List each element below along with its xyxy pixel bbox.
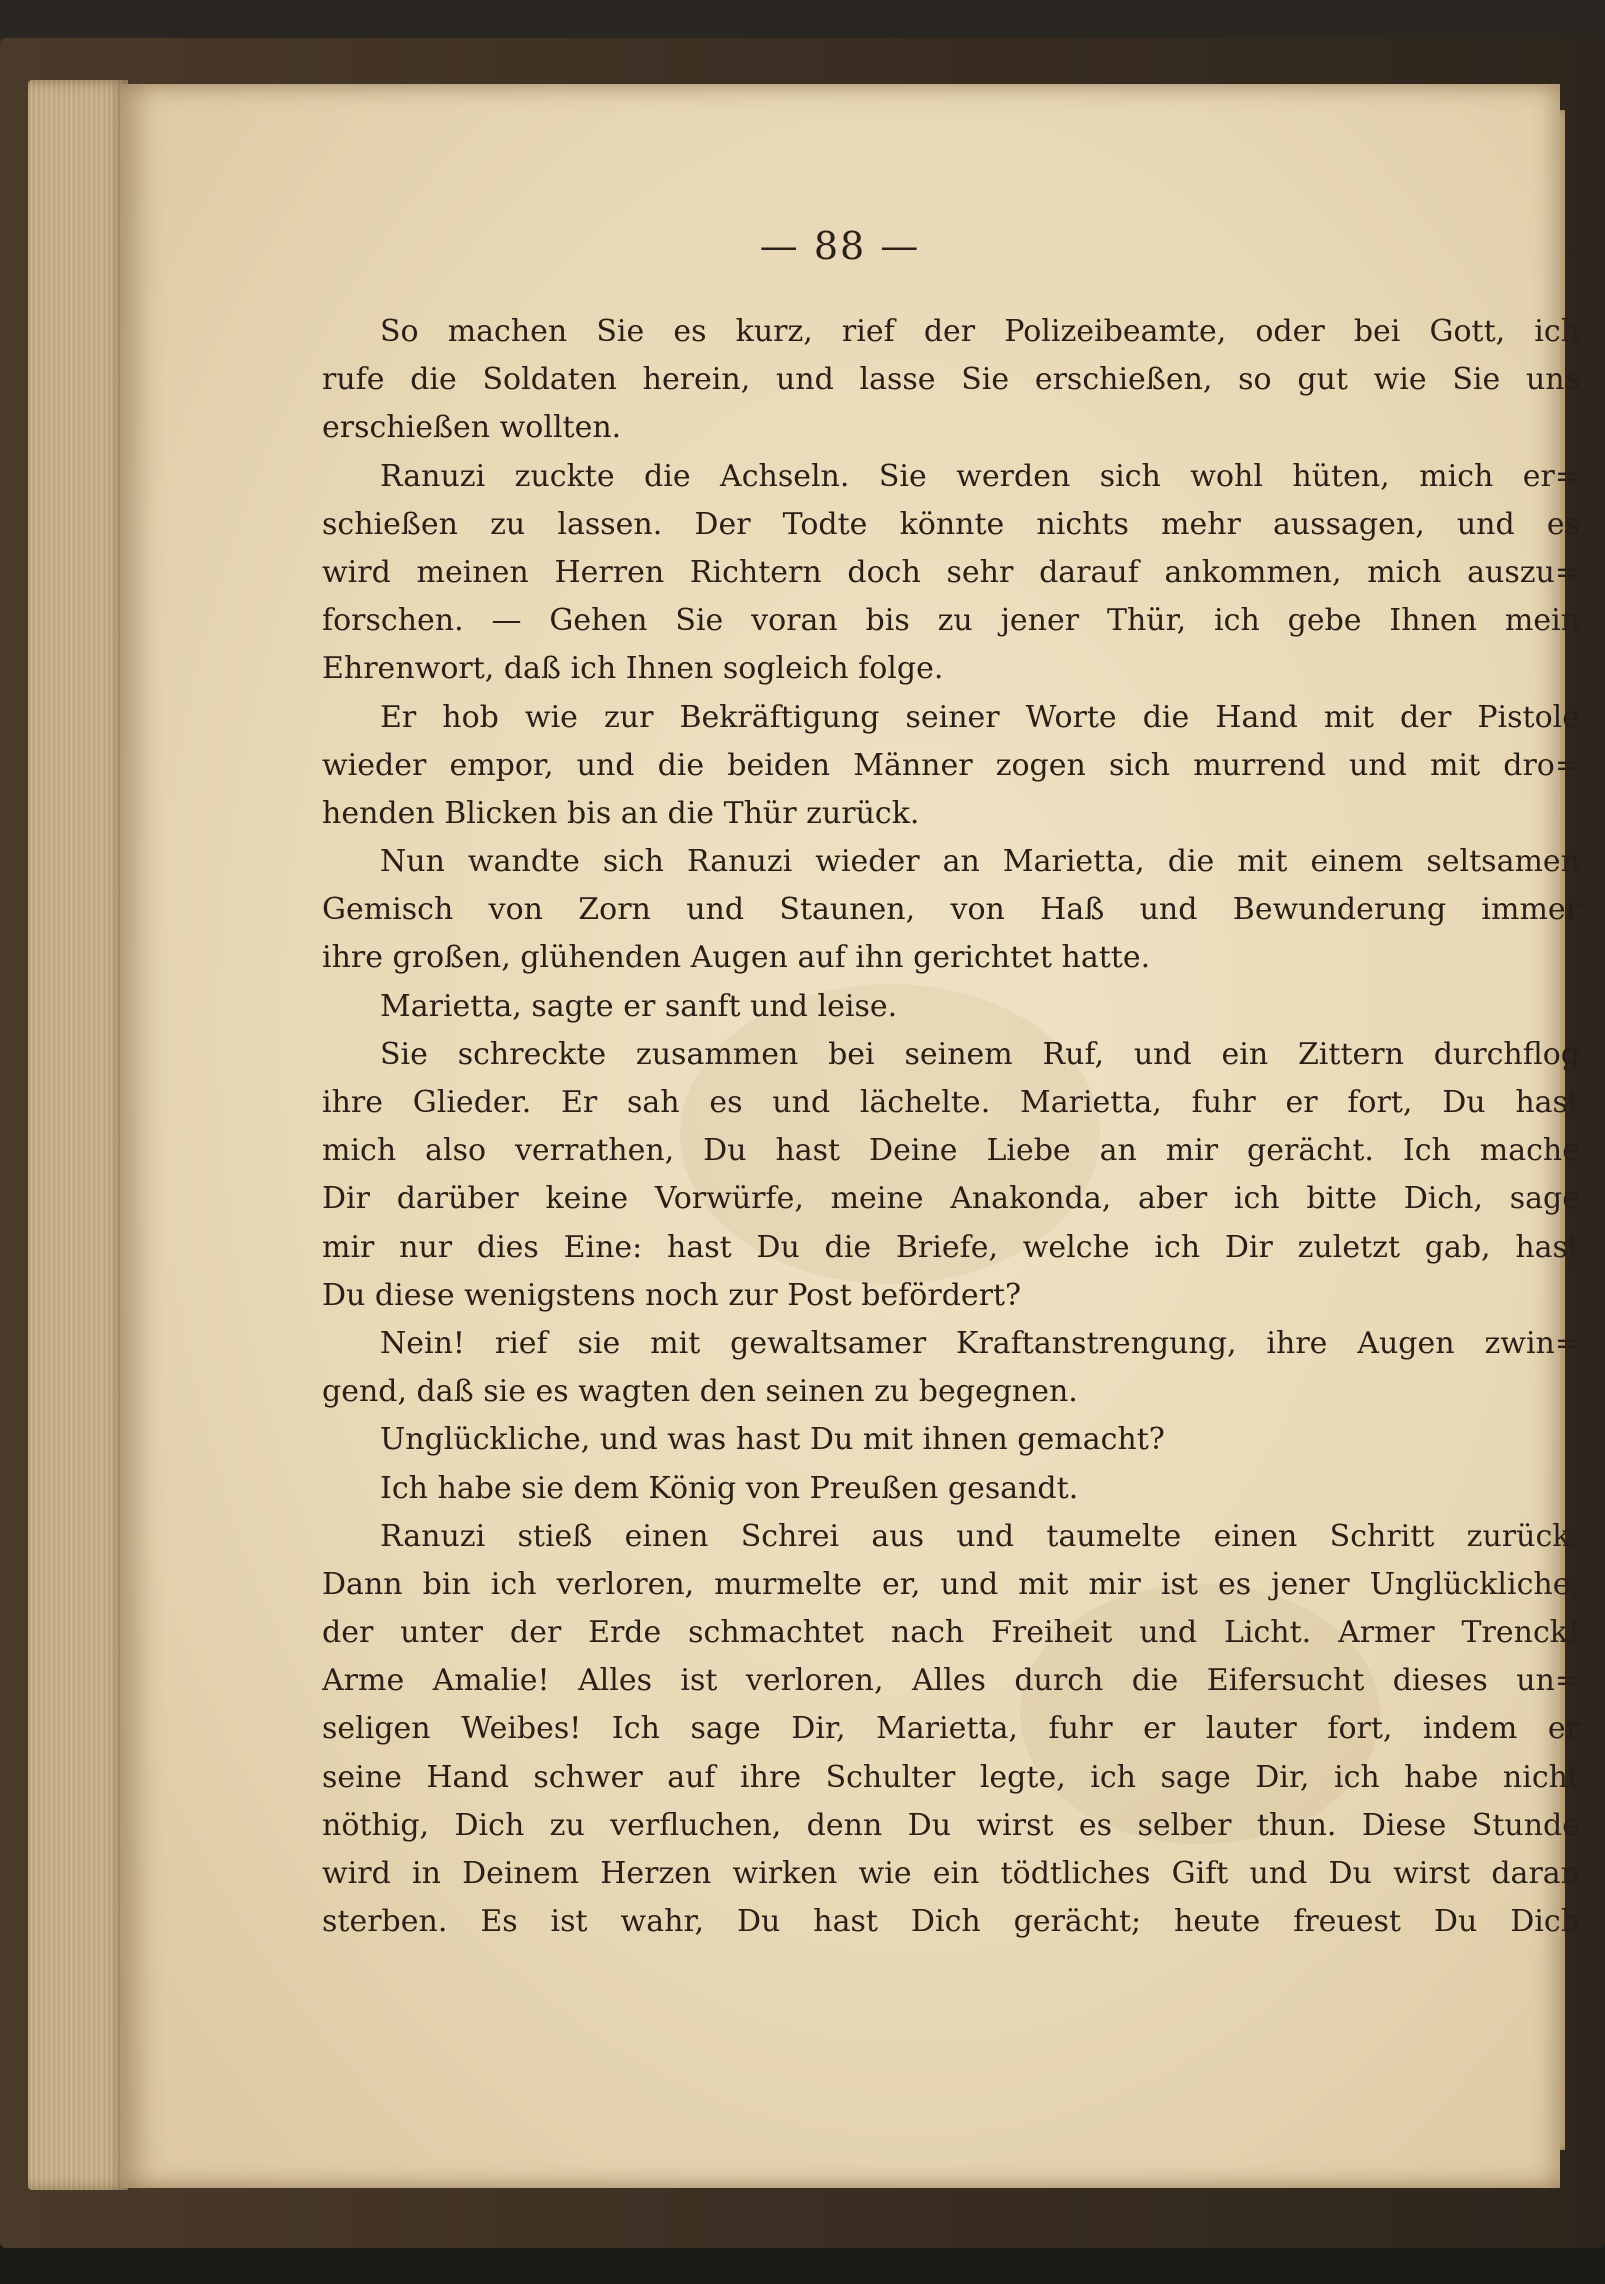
text-line: forschen. — Gehen Sie voran bis zu jener Thür, ich gebe Ihnen mein: [322, 603, 1580, 639]
text-line: nöthig, Dich zu verfluchen, denn Du wirst es selber thun. Diese Stunde: [322, 1807, 1580, 1843]
text-line: gend, daß sie es wagten den seinen zu begegnen.: [322, 1374, 1078, 1410]
text-line: Nun wandte sich Ranuzi wieder an Marietta, die mit einem seltsamen: [380, 844, 1580, 880]
text-line: der unter der Erde schmachtet nach Freiheit und Licht. Armer Trenck!: [322, 1615, 1580, 1651]
text-line: Ranuzi zuckte die Achseln. Sie werden sich wohl hüten, mich er=: [380, 458, 1580, 494]
text-line: Er hob wie zur Bekräftigung seiner Worte die Hand mit der Pistole: [380, 699, 1580, 735]
text-line: Dir darüber keine Vorwürfe, meine Anakonda, aber ich bitte Dich, sage: [322, 1181, 1580, 1217]
text-line: rufe die Soldaten herein, und lasse Sie erschießen, so gut wie Sie uns: [322, 362, 1580, 398]
body-text: [322, 308, 1580, 1946]
text-line: Ehrenwort, daß ich Ihnen sogleich folge.: [322, 651, 944, 687]
text-line: Arme Amalie! Alles ist verloren, Alles durch die Eifersucht dieses un=: [322, 1663, 1580, 1699]
text-line: wird meinen Herren Richtern doch sehr darauf ankommen, mich auszu=: [322, 554, 1580, 590]
text-line: Du diese wenigstens noch zur Post befördert?: [322, 1277, 1022, 1313]
page-edges-left: [28, 80, 128, 2190]
text-line: henden Blicken bis an die Thür zurück.: [322, 795, 920, 831]
text-line: schießen zu lassen. Der Todte könnte nichts mehr aussagen, und es: [322, 506, 1580, 542]
text-line: Ich habe sie dem König von Preußen gesandt.: [380, 1470, 1079, 1506]
text-line: Nein! rief sie mit gewaltsamer Kraftanstrengung, ihre Augen zwin=: [380, 1325, 1580, 1361]
text-line: erschießen wollten.: [322, 410, 622, 446]
text-line: So machen Sie es kurz, rief der Polizeibeamte, oder bei Gott, ich: [380, 314, 1580, 349]
text-line: Gemisch von Zorn und Staunen, von Haß und Bewunderung immer: [322, 892, 1580, 928]
text-line: ihre großen, glühenden Augen auf ihn gerichtet hatte.: [322, 940, 1151, 976]
text-line: wieder empor, und die beiden Männer zogen sich murrend und mit dro=: [322, 747, 1580, 783]
text-line: wird in Deinem Herzen wirken wie ein tödtliches Gift und Du wirst daran: [322, 1856, 1580, 1891]
text-line: seligen Weibes! Ich sage Dir, Marietta, fuhr er lauter fort, indem er: [322, 1711, 1580, 1747]
text-line: Unglückliche, und was hast Du mit ihnen gemacht?: [380, 1422, 1165, 1458]
text-line: mich also verrathen, Du hast Deine Liebe an mir gerächt. Ich mache: [322, 1133, 1580, 1169]
text-line: Ranuzi stieß einen Schrei aus und taumelte einen Schritt zurück.: [380, 1518, 1580, 1554]
text-line: Marietta, sagte er sanft und leise.: [380, 988, 898, 1024]
text-line: sterben. Es ist wahr, Du hast Dich gerächt; heute freuest Du Dich: [322, 1904, 1580, 1940]
text-line: ihre Glieder. Er sah es und lächelte. Marietta, fuhr er fort, Du hast: [322, 1085, 1580, 1120]
book-page: [120, 84, 1580, 2188]
text-line: Sie schreckte zusammen bei seinem Ruf, und ein Zittern durchflog: [380, 1036, 1580, 1072]
text-line: seine Hand schwer auf ihre Schulter legte, ich sage Dir, ich habe nicht: [322, 1759, 1580, 1795]
text-line: Dann bin ich verloren, murmelte er, und mit mir ist es jener Unglückliche,: [322, 1566, 1580, 1602]
page-number: — 88 —: [759, 224, 921, 268]
text-line: mir nur dies Eine: hast Du die Briefe, welche ich Dir zuletzt gab, hast: [322, 1229, 1580, 1265]
